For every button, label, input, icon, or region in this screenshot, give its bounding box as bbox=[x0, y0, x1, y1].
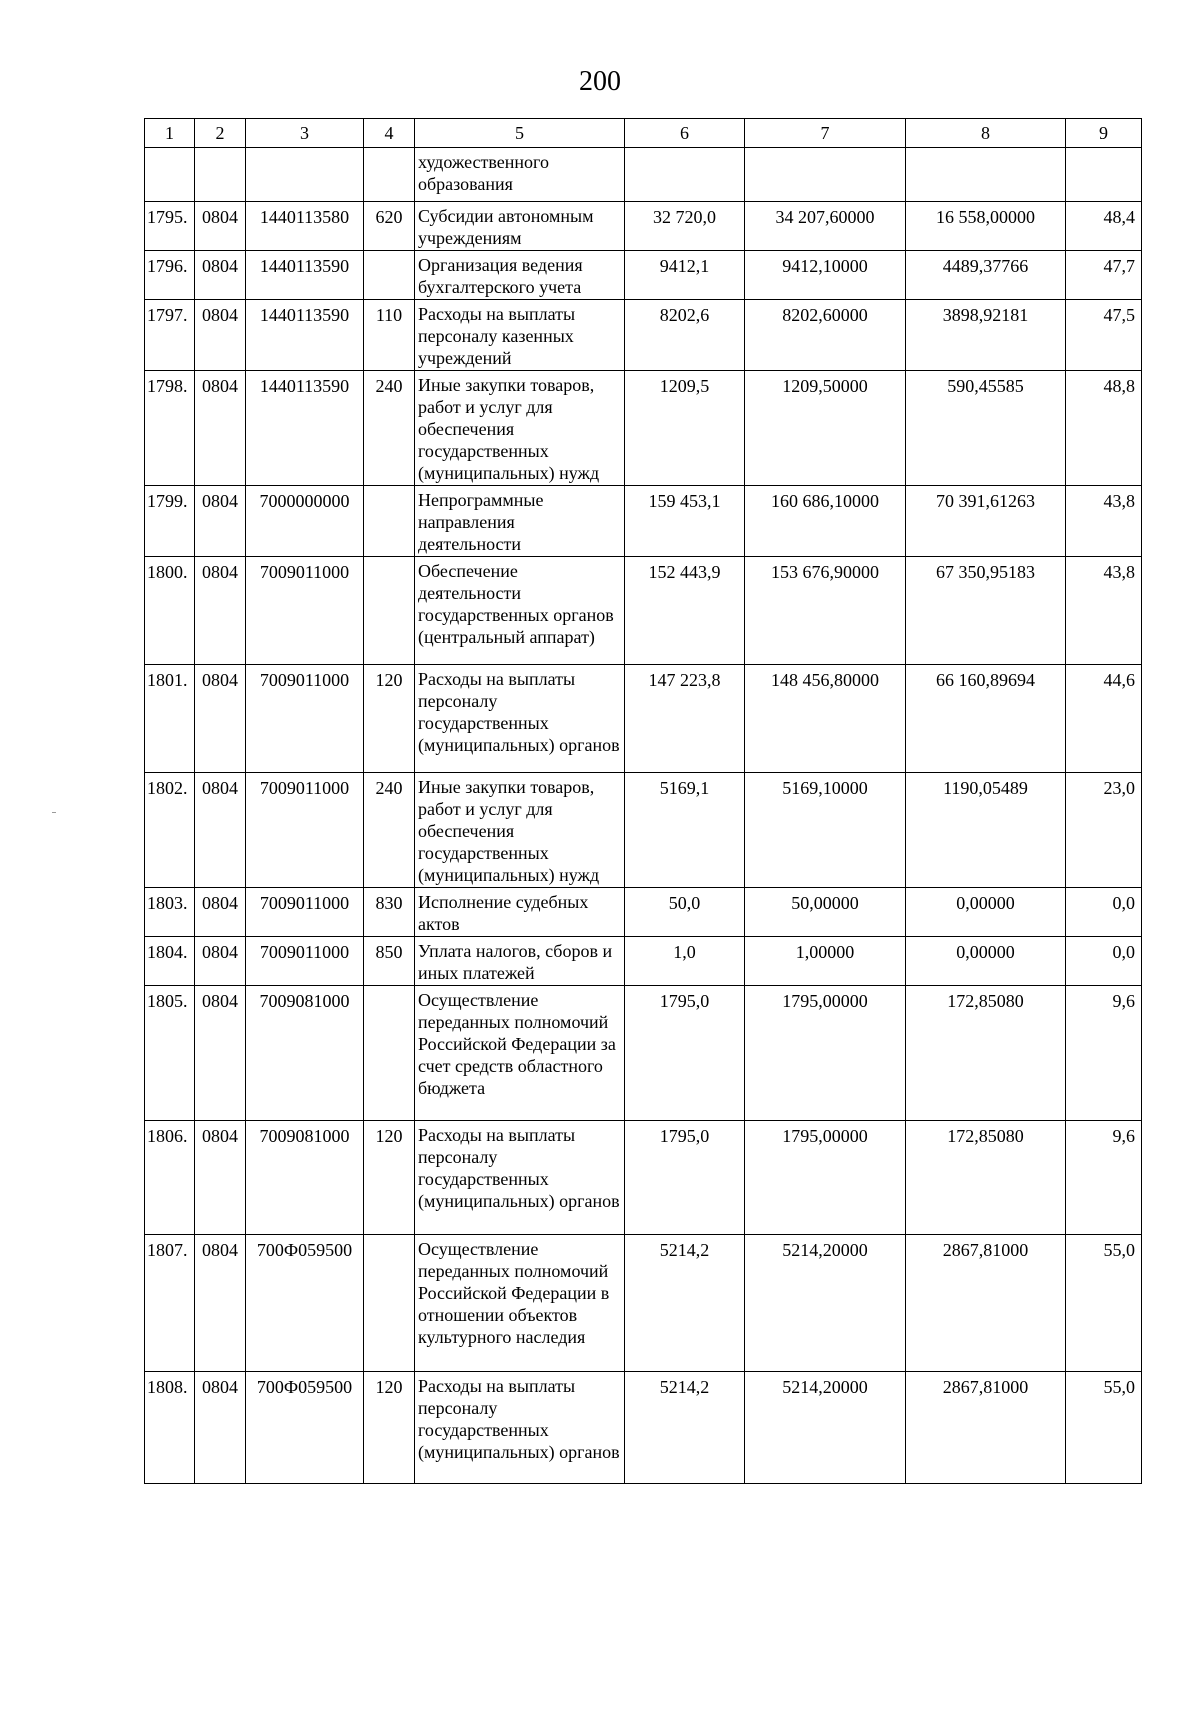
approved-amount-cell: 1209,5 bbox=[625, 371, 745, 486]
execution-percent-cell bbox=[1066, 148, 1142, 202]
row-number-cell: 1798. bbox=[145, 371, 195, 486]
executed-amount-cell: 3898,92181 bbox=[906, 300, 1066, 371]
revised-amount-cell: 5169,10000 bbox=[745, 773, 906, 888]
row-number-cell: 1801. bbox=[145, 665, 195, 773]
revised-amount-cell: 9412,10000 bbox=[745, 251, 906, 300]
revised-amount-cell: 34 207,60000 bbox=[745, 202, 906, 251]
target-code-cell: 1440113590 bbox=[246, 371, 364, 486]
approved-amount-cell bbox=[625, 148, 745, 202]
column-header: 4 bbox=[364, 119, 415, 148]
expense-type-cell: 240 bbox=[364, 371, 415, 486]
column-header: 7 bbox=[745, 119, 906, 148]
row-number-cell: 1803. bbox=[145, 888, 195, 937]
revised-amount-cell: 148 456,80000 bbox=[745, 665, 906, 773]
section-code-cell: 0804 bbox=[195, 251, 246, 300]
item-name-cell: Непрограммные направления деятельности bbox=[415, 486, 625, 557]
item-name-cell: Расходы на выплаты персоналу государственных (муниципальных) органов bbox=[415, 1372, 625, 1484]
table-row bbox=[145, 486, 1142, 557]
row-number-cell: 1804. bbox=[145, 937, 195, 986]
revised-amount-cell: 5214,20000 bbox=[745, 1235, 906, 1372]
section-code-cell: 0804 bbox=[195, 371, 246, 486]
expense-type-cell bbox=[364, 251, 415, 300]
item-name-cell: Обеспечение деятельности государственных органов (центральный аппарат) bbox=[415, 557, 625, 665]
item-name-cell: Иные закупки товаров, работ и услуг для обеспечения государственных (муниципальных) нужд bbox=[415, 773, 625, 888]
table-row bbox=[145, 1372, 1142, 1484]
expense-type-cell: 120 bbox=[364, 1121, 415, 1235]
column-header: 2 bbox=[195, 119, 246, 148]
target-code-cell: 7009011000 bbox=[246, 557, 364, 665]
execution-percent-cell: 47,7 bbox=[1066, 251, 1142, 300]
target-code-cell: 1440113590 bbox=[246, 251, 364, 300]
executed-amount-cell bbox=[906, 148, 1066, 202]
revised-amount-cell bbox=[745, 148, 906, 202]
execution-percent-cell: 23,0 bbox=[1066, 773, 1142, 888]
approved-amount-cell: 147 223,8 bbox=[625, 665, 745, 773]
executed-amount-cell: 172,85080 bbox=[906, 1121, 1066, 1235]
table-row bbox=[145, 202, 1142, 251]
item-name-cell: Субсидии автономным учреждениям bbox=[415, 202, 625, 251]
approved-amount-cell: 5169,1 bbox=[625, 773, 745, 888]
executed-amount-cell: 172,85080 bbox=[906, 986, 1066, 1121]
table-row bbox=[145, 888, 1142, 937]
revised-amount-cell: 1209,50000 bbox=[745, 371, 906, 486]
expense-type-cell: 240 bbox=[364, 773, 415, 888]
approved-amount-cell: 159 453,1 bbox=[625, 486, 745, 557]
item-name-cell: Расходы на выплаты персоналу государственных (муниципальных) органов bbox=[415, 665, 625, 773]
target-code-cell: 7009081000 bbox=[246, 986, 364, 1121]
expense-type-cell: 620 bbox=[364, 202, 415, 251]
executed-amount-cell: 0,00000 bbox=[906, 937, 1066, 986]
approved-amount-cell: 1795,0 bbox=[625, 1121, 745, 1235]
execution-percent-cell: 55,0 bbox=[1066, 1235, 1142, 1372]
executed-amount-cell: 2867,81000 bbox=[906, 1372, 1066, 1484]
approved-amount-cell: 32 720,0 bbox=[625, 202, 745, 251]
approved-amount-cell: 9412,1 bbox=[625, 251, 745, 300]
expense-type-cell bbox=[364, 148, 415, 202]
expense-type-cell: 830 bbox=[364, 888, 415, 937]
table-row bbox=[145, 557, 1142, 665]
budget-table bbox=[144, 118, 1142, 1484]
expense-type-cell bbox=[364, 557, 415, 665]
executed-amount-cell: 16 558,00000 bbox=[906, 202, 1066, 251]
target-code-cell: 7009011000 bbox=[246, 665, 364, 773]
expense-type-cell bbox=[364, 986, 415, 1121]
execution-percent-cell: 48,4 bbox=[1066, 202, 1142, 251]
table-row bbox=[145, 773, 1142, 888]
revised-amount-cell: 1795,00000 bbox=[745, 1121, 906, 1235]
item-name-cell: Расходы на выплаты персоналу казенных учреждений bbox=[415, 300, 625, 371]
section-code-cell: 0804 bbox=[195, 1121, 246, 1235]
page-number: 200 bbox=[579, 66, 621, 97]
expense-type-cell: 110 bbox=[364, 300, 415, 371]
column-header: 6 bbox=[625, 119, 745, 148]
row-number-cell: 1799. bbox=[145, 486, 195, 557]
approved-amount-cell: 5214,2 bbox=[625, 1372, 745, 1484]
scan-artifact bbox=[52, 812, 56, 813]
table-row bbox=[145, 148, 1142, 202]
executed-amount-cell: 70 391,61263 bbox=[906, 486, 1066, 557]
execution-percent-cell: 43,8 bbox=[1066, 486, 1142, 557]
executed-amount-cell: 67 350,95183 bbox=[906, 557, 1066, 665]
section-code-cell: 0804 bbox=[195, 486, 246, 557]
expense-type-cell: 120 bbox=[364, 1372, 415, 1484]
executed-amount-cell: 4489,37766 bbox=[906, 251, 1066, 300]
target-code-cell: 7009011000 bbox=[246, 937, 364, 986]
table-row bbox=[145, 371, 1142, 486]
target-code-cell: 7009011000 bbox=[246, 773, 364, 888]
table-row bbox=[145, 937, 1142, 986]
approved-amount-cell: 8202,6 bbox=[625, 300, 745, 371]
column-header: 5 bbox=[415, 119, 625, 148]
expense-type-cell: 850 bbox=[364, 937, 415, 986]
revised-amount-cell: 50,00000 bbox=[745, 888, 906, 937]
row-number-cell bbox=[145, 148, 195, 202]
execution-percent-cell: 44,6 bbox=[1066, 665, 1142, 773]
table-row bbox=[145, 300, 1142, 371]
section-code-cell: 0804 bbox=[195, 665, 246, 773]
execution-percent-cell: 47,5 bbox=[1066, 300, 1142, 371]
row-number-cell: 1795. bbox=[145, 202, 195, 251]
section-code-cell bbox=[195, 148, 246, 202]
row-number-cell: 1797. bbox=[145, 300, 195, 371]
row-number-cell: 1807. bbox=[145, 1235, 195, 1372]
execution-percent-cell: 9,6 bbox=[1066, 986, 1142, 1121]
target-code-cell: 1440113590 bbox=[246, 300, 364, 371]
target-code-cell: 7009081000 bbox=[246, 1121, 364, 1235]
column-header: 1 bbox=[145, 119, 195, 148]
expense-type-cell bbox=[364, 486, 415, 557]
revised-amount-cell: 1795,00000 bbox=[745, 986, 906, 1121]
item-name-cell: Исполнение судебных актов bbox=[415, 888, 625, 937]
revised-amount-cell: 153 676,90000 bbox=[745, 557, 906, 665]
section-code-cell: 0804 bbox=[195, 300, 246, 371]
revised-amount-cell: 1,00000 bbox=[745, 937, 906, 986]
target-code-cell: 1440113580 bbox=[246, 202, 364, 251]
row-number-cell: 1806. bbox=[145, 1121, 195, 1235]
table-row bbox=[145, 1235, 1142, 1372]
table-row bbox=[145, 986, 1142, 1121]
revised-amount-cell: 160 686,10000 bbox=[745, 486, 906, 557]
column-header: 3 bbox=[246, 119, 364, 148]
item-name-cell: Иные закупки товаров, работ и услуг для обеспечения государственных (муниципальных) нужд bbox=[415, 371, 625, 486]
section-code-cell: 0804 bbox=[195, 888, 246, 937]
executed-amount-cell: 2867,81000 bbox=[906, 1235, 1066, 1372]
section-code-cell: 0804 bbox=[195, 202, 246, 251]
approved-amount-cell: 50,0 bbox=[625, 888, 745, 937]
execution-percent-cell: 43,8 bbox=[1066, 557, 1142, 665]
target-code-cell: 7000000000 bbox=[246, 486, 364, 557]
execution-percent-cell: 48,8 bbox=[1066, 371, 1142, 486]
expense-type-cell bbox=[364, 1235, 415, 1372]
item-name-cell: художественного образования bbox=[415, 148, 625, 202]
section-code-cell: 0804 bbox=[195, 937, 246, 986]
column-header: 9 bbox=[1066, 119, 1142, 148]
target-code-cell: 7009011000 bbox=[246, 888, 364, 937]
approved-amount-cell: 5214,2 bbox=[625, 1235, 745, 1372]
row-number-cell: 1805. bbox=[145, 986, 195, 1121]
item-name-cell: Расходы на выплаты персоналу государственных (муниципальных) органов bbox=[415, 1121, 625, 1235]
execution-percent-cell: 0,0 bbox=[1066, 937, 1142, 986]
section-code-cell: 0804 bbox=[195, 1235, 246, 1372]
item-name-cell: Организация ведения бухгалтерского учета bbox=[415, 251, 625, 300]
revised-amount-cell: 5214,20000 bbox=[745, 1372, 906, 1484]
execution-percent-cell: 55,0 bbox=[1066, 1372, 1142, 1484]
target-code-cell: 700Ф059500 bbox=[246, 1372, 364, 1484]
section-code-cell: 0804 bbox=[195, 986, 246, 1121]
table-body bbox=[145, 148, 1142, 1484]
executed-amount-cell: 1190,05489 bbox=[906, 773, 1066, 888]
executed-amount-cell: 66 160,89694 bbox=[906, 665, 1066, 773]
approved-amount-cell: 1,0 bbox=[625, 937, 745, 986]
approved-amount-cell: 1795,0 bbox=[625, 986, 745, 1121]
section-code-cell: 0804 bbox=[195, 773, 246, 888]
header-row bbox=[145, 119, 1142, 148]
section-code-cell: 0804 bbox=[195, 557, 246, 665]
target-code-cell bbox=[246, 148, 364, 202]
section-code-cell: 0804 bbox=[195, 1372, 246, 1484]
item-name-cell: Уплата налогов, сборов и иных платежей bbox=[415, 937, 625, 986]
table-row bbox=[145, 665, 1142, 773]
revised-amount-cell: 8202,60000 bbox=[745, 300, 906, 371]
executed-amount-cell: 0,00000 bbox=[906, 888, 1066, 937]
expense-type-cell: 120 bbox=[364, 665, 415, 773]
row-number-cell: 1802. bbox=[145, 773, 195, 888]
approved-amount-cell: 152 443,9 bbox=[625, 557, 745, 665]
table-row bbox=[145, 251, 1142, 300]
row-number-cell: 1800. bbox=[145, 557, 195, 665]
target-code-cell: 700Ф059500 bbox=[246, 1235, 364, 1372]
execution-percent-cell: 0,0 bbox=[1066, 888, 1142, 937]
executed-amount-cell: 590,45585 bbox=[906, 371, 1066, 486]
row-number-cell: 1796. bbox=[145, 251, 195, 300]
table-row bbox=[145, 1121, 1142, 1235]
execution-percent-cell: 9,6 bbox=[1066, 1121, 1142, 1235]
column-header: 8 bbox=[906, 119, 1066, 148]
item-name-cell: Осуществление переданных полномочий Российской Федерации в отношении объектов культурного наследия bbox=[415, 1235, 625, 1372]
row-number-cell: 1808. bbox=[145, 1372, 195, 1484]
item-name-cell: Осуществление переданных полномочий Российской Федерации за счет средств областного бюджета bbox=[415, 986, 625, 1121]
